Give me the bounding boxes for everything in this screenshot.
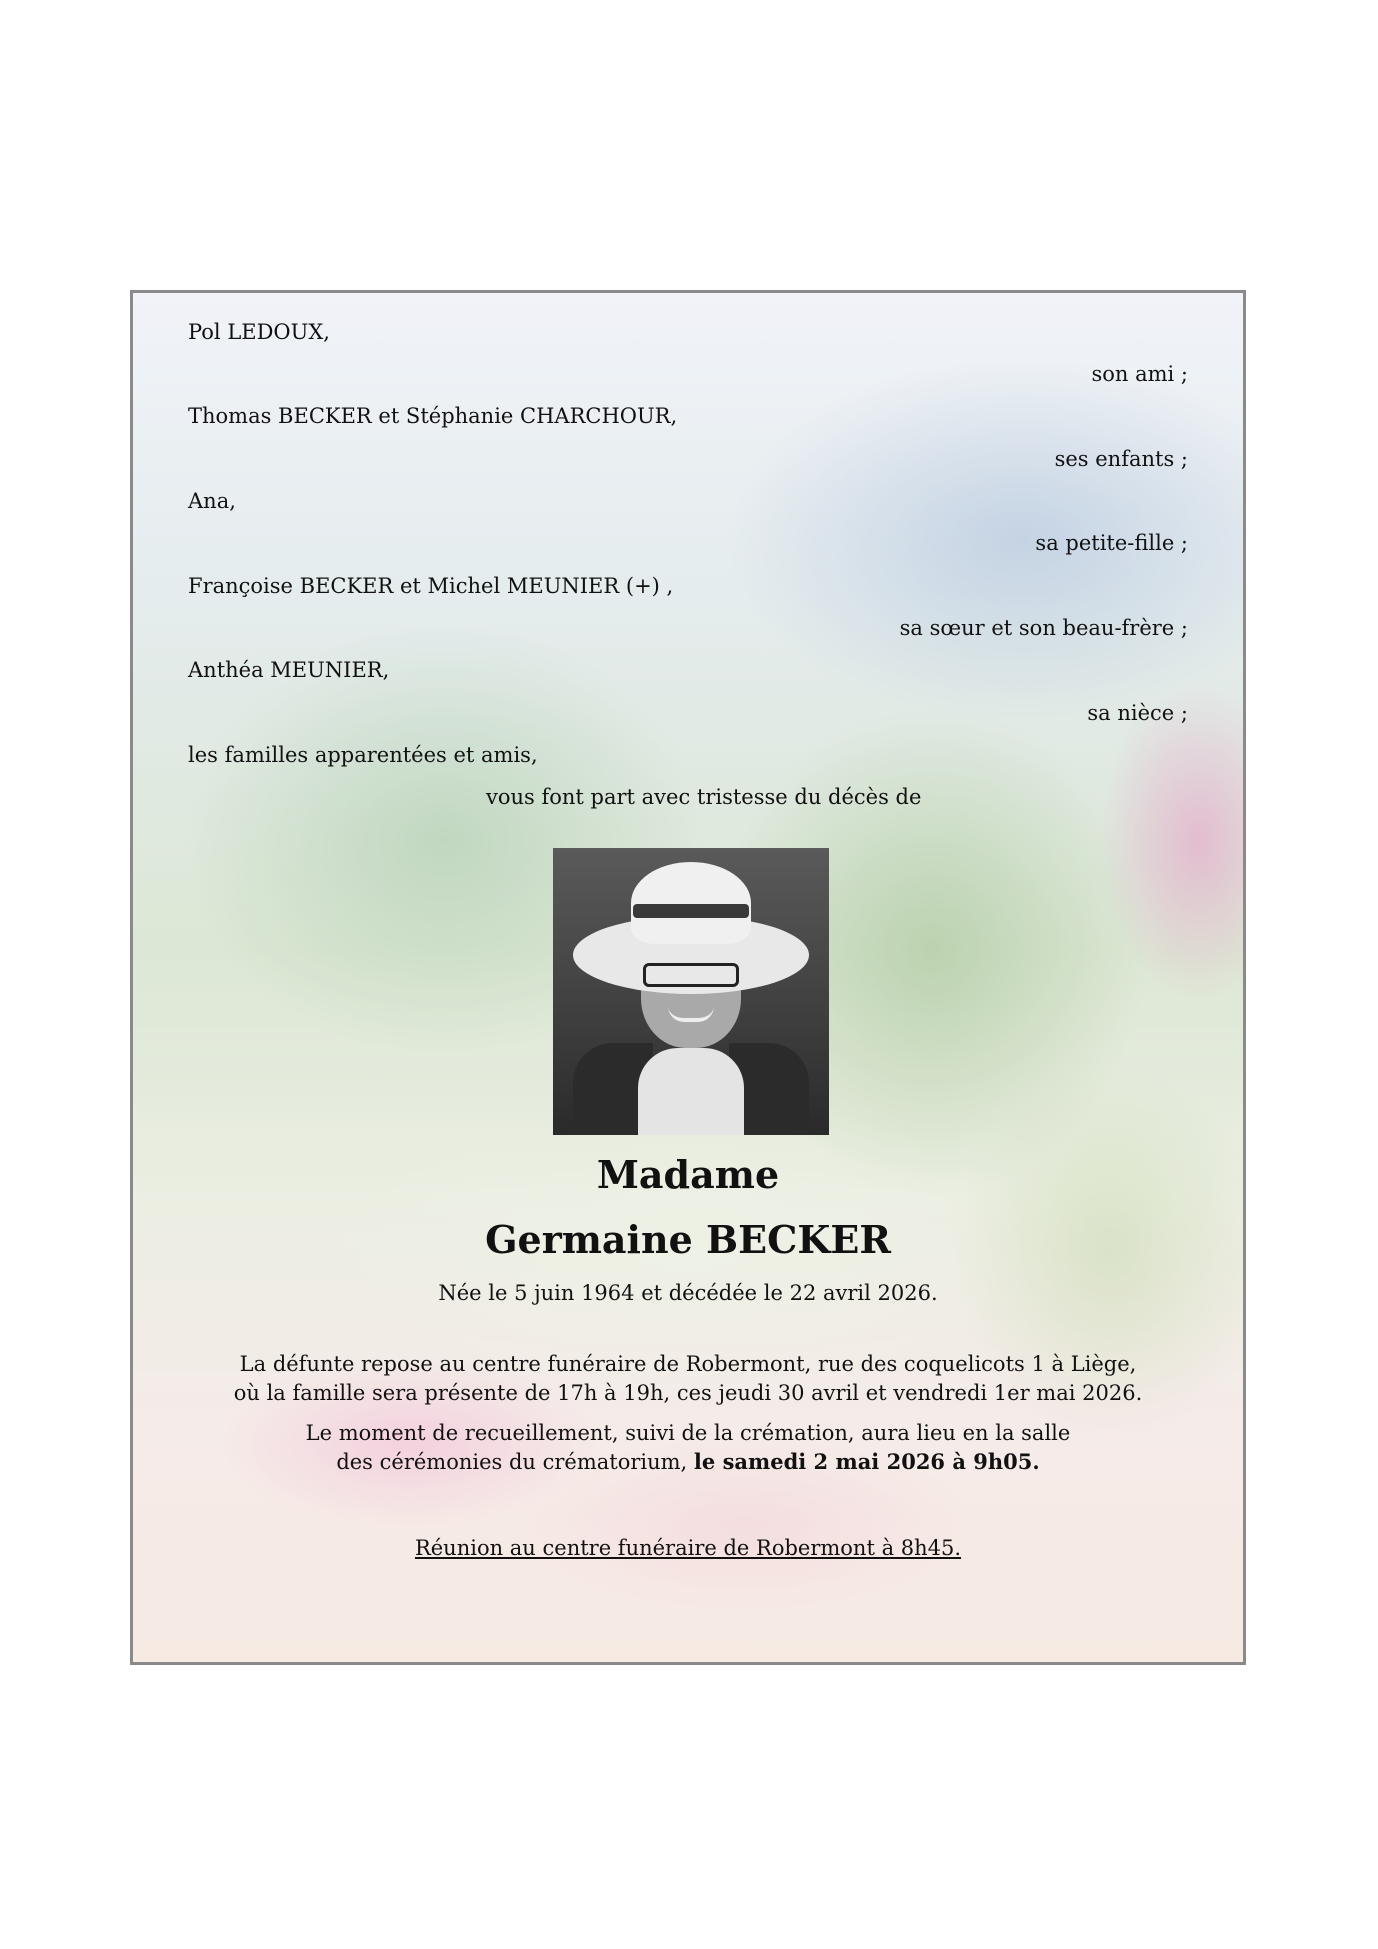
mourner-name-3: Ana, (188, 489, 236, 513)
mourner-name-2: Thomas BECKER et Stéphanie CHARCHOUR, (188, 404, 678, 428)
ceremony-line-2 (133, 1449, 1243, 1475)
portrait-photo (553, 848, 829, 1135)
families-line: les familles apparentées et amis, (188, 743, 538, 767)
mourner-relation-2: ses enfants ; (1054, 447, 1188, 471)
meeting-line: Réunion au centre funéraire de Robermont à 8h45. (414, 1536, 962, 1560)
announcement-line: vous font part avec tristesse du décès de (486, 785, 922, 809)
deceased-title: Madame (596, 1152, 780, 1197)
repose-line-2: où la famille sera présente de 17h à 19h, ces jeudi 30 avril et vendredi 1er mai 2026. (233, 1381, 1143, 1405)
obituary-card (130, 290, 1246, 1665)
mourner-relation-4: sa sœur et son beau-frère ; (899, 616, 1188, 640)
repose-line-1: La défunte repose au centre funéraire de Robermont, rue des coquelicots 1 à Liège, (239, 1352, 1137, 1376)
mourner-relation-5: sa nièce ; (1087, 701, 1188, 725)
deceased-dates: Née le 5 juin 1964 et décédée le 22 avril 2026. (438, 1281, 938, 1305)
mourner-name-4: Françoise BECKER et Michel MEUNIER (+) , (188, 574, 674, 598)
ceremony-line-1: Le moment de recueillement, suivi de la crémation, aura lieu en la salle (305, 1421, 1071, 1445)
ceremony-place: des cérémonies du crématorium, (336, 1450, 688, 1474)
mourner-relation-1: son ami ; (1091, 362, 1188, 386)
mourner-name-1: Pol LEDOUX, (188, 320, 330, 344)
mourner-relation-3: sa petite-fille ; (1035, 531, 1188, 555)
ceremony-date: le samedi 2 mai 2026 à 9h05. (693, 1449, 1040, 1474)
mourner-name-5: Anthéa MEUNIER, (188, 658, 390, 682)
deceased-name: Germaine BECKER (485, 1217, 891, 1262)
